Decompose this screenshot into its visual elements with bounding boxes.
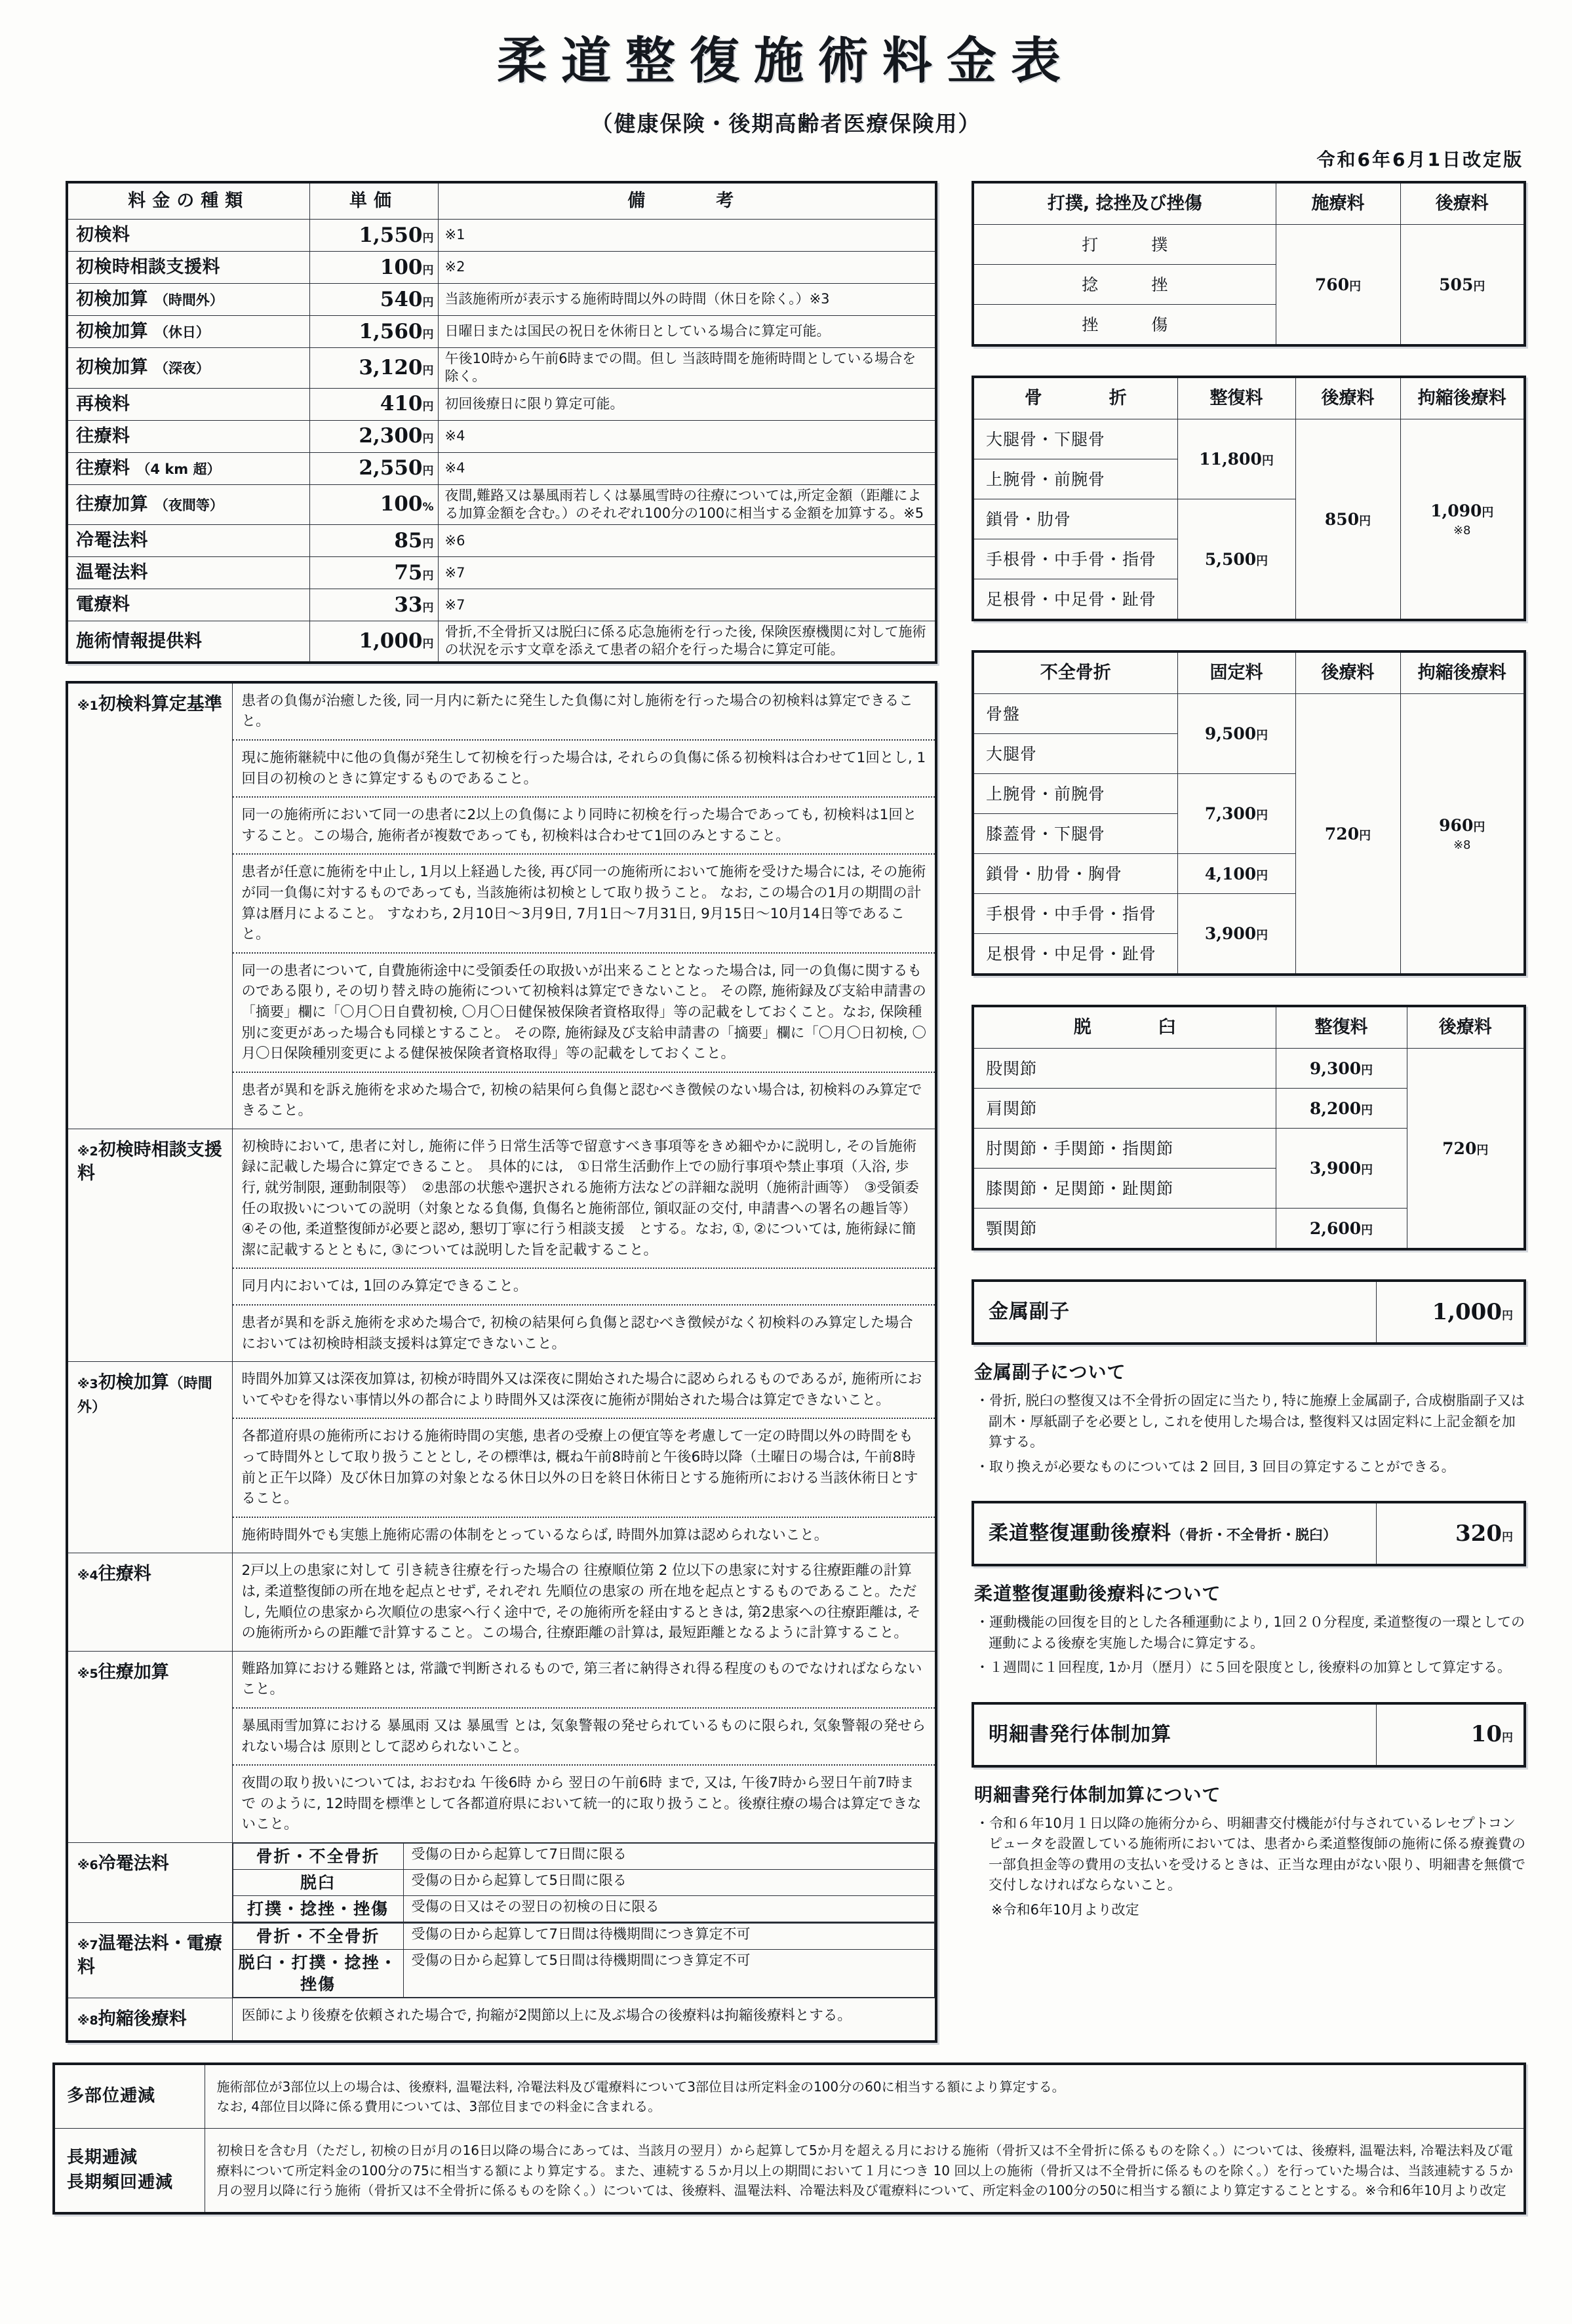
note-8-body: 医師により後療を依頼された場合で, 拘縮が2関節以上に及ぶ場合の後療料は拘縮後療料とする。 xyxy=(232,1998,936,2041)
injury-label: 骨折・不全骨折 xyxy=(233,1923,403,1949)
statement-issuance-box xyxy=(972,1702,1526,1768)
aftercare-fee: 720円 xyxy=(1295,694,1400,975)
note-7-group xyxy=(67,1922,936,1998)
note-paragraph: 各都道府県の施術所における施術時間の実態, 患者の受療上の便宜等を考慮して一定の時間以外の時間をもって時間外として取り扱うこととし, その標準は, 概ね午前8時前と午後6時以降（土曜日の場合は, 午前8時前と正午以降）及び休日加算の対象となる休日以外の日を終日休術日とする施術所における当該休術日とすること。 xyxy=(233,1418,935,1516)
strain-row-label: 挫 傷 xyxy=(973,305,1276,346)
body-part: 股関節 xyxy=(973,1049,1276,1089)
bruise-treatment-fee: 760円 xyxy=(1276,225,1400,346)
note-key: ※1初検料算定基準 xyxy=(67,682,232,1129)
fee-note: 夜間,難路又は暴風雨若しくは暴風雪時の往療については,所定金額（距離による加算金額を含む。）のそれぞれ100分の100に相当する金額を加算する。※5 xyxy=(438,484,936,525)
bullet-item: ・ 骨折, 脱臼の整復又は不全骨折の固定に当たり, 特に施療上金属副子, 合成樹脂副子又は副木・厚紙副子を必要とし, これを使用した場合は, 整復料又は固定料に上記金額を加算する。 xyxy=(975,1391,1526,1453)
cold-compress-subtable xyxy=(233,1843,935,1922)
header-contracture-fee: 拘縮後療料 xyxy=(1400,651,1525,694)
body-part: 肩関節 xyxy=(973,1089,1276,1129)
table-row xyxy=(973,1703,1525,1766)
table-row xyxy=(973,1502,1525,1565)
fee-price: 1,000円 xyxy=(309,621,438,663)
reduction-text: 初検日を含む月（ただし, 初検の日が月の16日以降の場合にあっては、当該月の翌月）から起算して5か月を超える月における施術（骨折又は不全骨折に係るものを除く。）については、後療料, 温罨法料, 冷罨法料及び電療料について所定料金の100分の75に相当する額により算定する。また、連続する５か月以上の期間において１月につき 10 回以上の施術（骨折又は不全骨折に係るものを除く。）を行っていた場合は、当該連続する５か月の翌月以降に行う施術（骨折又は不全骨折に係るものを除く。）については、後療料、温罨法料、冷罨法料及び電療料について、所定料金の100分の50に相当する額により算定することとする。※令和6年10月より改定 xyxy=(205,2129,1525,2214)
header-aftercare-fee: 後療料 xyxy=(1295,651,1400,694)
fee-kind: 往療加算 （夜間等） xyxy=(67,484,309,525)
note-paragraph: 夜間の取り扱いについては, おおむね 午後6時 から 翌日の午前6時 まで, 又は, 午後7時から翌日午前7時まで のように, 12時間を標準として各都道府県において統一的に取り扱うこと。後療往療の場合は算定できないこと。 xyxy=(233,1764,935,1842)
fee-note: ※7 xyxy=(438,557,936,589)
note-body xyxy=(232,1362,936,1553)
group-fee: 9,500円 xyxy=(1177,694,1295,774)
table-header-row xyxy=(973,651,1525,694)
fee-kind: 初検料 xyxy=(67,220,309,252)
revision-date: 令和6年6月1日改定版 xyxy=(1316,149,1523,170)
table-row xyxy=(67,348,936,389)
header-aftercare-fee: 後療料 xyxy=(1400,182,1525,225)
header-aftercare-fee: 後療料 xyxy=(1407,1006,1525,1049)
table-row xyxy=(67,452,936,484)
header-kind: 料金の種類 xyxy=(67,182,309,220)
table-row xyxy=(233,1923,935,1949)
note-row xyxy=(67,1842,936,1922)
table-row xyxy=(54,2129,1525,2214)
note-body xyxy=(232,1651,936,1842)
note-key: ※4往療料 xyxy=(67,1553,232,1651)
injury-label: 脱臼 xyxy=(233,1869,403,1895)
note-paragraph: 暴風雨雪加算における 暴風雨 又は 暴風雪 とは, 気象警報の発せられているものに限られ, 気象警報の発せられない場合は 原則として認められないこと。 xyxy=(233,1707,935,1764)
body-part: 膝蓋骨・下腿骨 xyxy=(973,814,1177,854)
table-header-row xyxy=(973,1006,1525,1049)
body-part: 大腿骨 xyxy=(973,734,1177,774)
fee-price: 75円 xyxy=(309,557,438,589)
group-fee: 7,300円 xyxy=(1177,774,1295,854)
group-fee: 4,100円 xyxy=(1177,854,1295,894)
note-paragraph: 現に施術継続中に他の負傷が発生して初検を行った場合は, それらの負傷に係る初検料は合わせて1回とし, 1回目の初検のときに算定するものであること。 xyxy=(233,739,935,796)
fee-kind: 往療料 （4 km 超） xyxy=(67,452,309,484)
reduction-key: 多部位逓減 xyxy=(54,2064,205,2129)
fee-price: 2,550円 xyxy=(309,452,438,484)
fee-note: ※4 xyxy=(438,452,936,484)
note-paragraph: 時間外加算又は深夜加算は, 初検が時間外又は深夜に開始された場合に認められるものであるが, 施術所においてやむを得ない事情以外の都合により時間外又は深夜に施術が開始された場合は算定できないこと。 xyxy=(241,1371,922,1408)
group-fee: 9,300円 xyxy=(1276,1049,1407,1089)
group-fee: 8,200円 xyxy=(1276,1089,1407,1129)
table-row xyxy=(67,252,936,284)
note-body xyxy=(232,1129,936,1361)
metal-splint-section-title: 金属副子について xyxy=(974,1361,1126,1383)
notes-table xyxy=(66,681,937,2043)
fee-price: 540円 xyxy=(309,284,438,316)
group-fee: 3,900円 xyxy=(1276,1129,1407,1209)
header-treatment-fee: 施療料 xyxy=(1276,182,1400,225)
table-row xyxy=(233,1843,935,1869)
aftercare-fee: 850円 xyxy=(1295,419,1400,621)
fee-price: 33円 xyxy=(309,589,438,621)
contracture-fee: 1,090円 ※8 xyxy=(1400,419,1525,621)
note-paragraph: 施術時間外でも実態上施術応需の体制をとっているならば, 時間外加算は認められないこと。 xyxy=(233,1517,935,1553)
sprain-row-label: 捻 挫 xyxy=(973,265,1276,305)
header-fracture-category: 骨 折 xyxy=(973,377,1177,419)
incomplete-fracture-table xyxy=(972,650,1526,976)
note-body xyxy=(232,1553,936,1651)
injury-condition: 受傷の日又はその翌日の初検の日に限る xyxy=(403,1895,935,1922)
body-part: 鎖骨・肋骨 xyxy=(973,499,1177,539)
body-part: 膝関節・足関節・趾関節 xyxy=(973,1169,1276,1209)
table-row xyxy=(67,621,936,663)
bullet-item: ・ 令和６年10月１日以降の施術分から、明細書交付機能が付与されているレセプトコンピュータを設置している施術所においては、患者から柔道整復師の施術に係る療養費の一部負担金等の費用の支払いを受けるときは、正当な理由がない限り、明細書を無償で交付しなければならないこと。 xyxy=(975,1813,1526,1896)
bruise-aftercare-fee: 505円 xyxy=(1400,225,1525,346)
reduction-text: 施術部位が3部位以上の場合は、後療料, 温罨法料, 冷罨法料及び電療料について3部位目は所定料金の100分の60に相当する額により算定する。 なお, 4部位目以降に係る費用については、3部位目までの料金に含まれる。 xyxy=(205,2064,1525,2129)
metal-splint-box xyxy=(972,1279,1526,1345)
metal-splint-price: 1,000円 xyxy=(1377,1281,1525,1344)
body-part: 上腕骨・前腕骨 xyxy=(973,459,1177,499)
note-key-7: ※7温罨法料・電療料 xyxy=(67,1922,232,1998)
note-paragraph: 患者が異和を訴え施術を求めた場合で, 初検の結果何ら負傷と認むべき徴候のない場合は, 初検料のみ算定できること。 xyxy=(233,1072,935,1129)
table-row xyxy=(67,557,936,589)
note-paragraph: 患者が異和を訴え施術を求めた場合で, 初検の結果何ら負傷と認むべき徴候がなく初検料のみ算定した場合においては初検時相談支援料は算定できないこと。 xyxy=(233,1304,935,1361)
fee-note: ※2 xyxy=(438,252,936,284)
note-paragraph: 初検時において, 患者に対し, 施術に伴う日常生活等で留意すべき事項等をきめ細やかに説明し, その旨施術録に記載した場合に算定できること。 具体的には, ①日常生活動作上での励行事項や禁止事項（入浴, 歩行, 就労制限, 運動制限等） ②患部の状態や選択される施術方法などの詳細な説明（施術計画等） ③受領委任の取扱いについての説明（対象となる負傷, 負傷名と施術部位, 領収証の交付, 申請書への署名の趣旨等） ④その他, 柔道整復師が必要と認め, 懇切丁寧に行う相談支援 とする。なお, ①, ②については, 施術録に簡潔に記載するとともに, ③については説明した旨を記載すること。 xyxy=(241,1138,924,1258)
statement-section-title: 明細書発行体制加算について xyxy=(974,1783,1221,1806)
header-reduction-fee: 整復料 xyxy=(1177,377,1295,419)
injury-label: 打撲・捻挫・挫傷 xyxy=(233,1895,403,1922)
body-part: 肘関節・手関節・指関節 xyxy=(973,1129,1276,1169)
reduction-table xyxy=(52,2063,1526,2215)
fee-type-table xyxy=(66,181,937,664)
contracture-fee: 960円 ※8 xyxy=(1400,694,1525,975)
fee-price: 3,120円 xyxy=(309,348,438,389)
note-6-body xyxy=(232,1842,936,1922)
fee-note: ※1 xyxy=(438,220,936,252)
fee-note: 骨折,不全骨折又は脱臼に係る応急施術を行った後, 保険医療機関に対して施術の状況を示す文章を添えて患者の紹介を行った場合に算定可能。 xyxy=(438,621,936,663)
table-row xyxy=(67,220,936,252)
injury-label: 骨折・不全骨折 xyxy=(233,1843,403,1869)
footnote: ※令和6年10月より改定 xyxy=(991,1901,1139,1918)
note-key-8: ※8拘縮後療料 xyxy=(67,1998,232,2041)
body-part: 足根骨・中足骨・趾骨 xyxy=(973,579,1177,621)
group-fee: 3,900円 xyxy=(1177,894,1295,975)
hot-compress-subtable xyxy=(233,1923,935,1998)
fee-price: 100円 xyxy=(309,252,438,284)
note-6-group xyxy=(67,1842,936,1922)
reduction-key: 長期逓減 長期頻回逓減 xyxy=(54,2129,205,2214)
fee-kind: 再検料 xyxy=(67,388,309,420)
note-row xyxy=(67,1553,936,1651)
table-row xyxy=(67,589,936,621)
header-bruise-category: 打撲, 捻挫及び挫傷 xyxy=(973,182,1276,225)
note-key-6: ※6冷罨法料 xyxy=(67,1842,232,1922)
exercise-section-title: 柔道整復運動後療料について xyxy=(974,1583,1221,1604)
right-column xyxy=(972,181,1526,1944)
fee-kind: 初検加算 （休日） xyxy=(67,316,309,348)
statement-issuance-label: 明細書発行体制加算 xyxy=(973,1703,1377,1766)
dislocation-table xyxy=(972,1005,1526,1250)
note-paragraph: 患者が任意に施術を中止し, 1月以上経過した後, 再び同一の施術所において施術を受けた場合には, その施術が同一負傷に対するものであっても, 当該施術は初検として取り扱うこと。 なお, この場合の1月の期間の計算は暦月によること。 すなわち, 2月10日～3月9日, 7月1日～7月31日, 9月15日～10月14日等であること。 xyxy=(233,853,935,952)
fee-note: ※6 xyxy=(438,525,936,557)
fracture-table xyxy=(972,376,1526,621)
note-key: ※5往療加算 xyxy=(67,1651,232,1842)
body-part: 鎖骨・肋骨・胸骨 xyxy=(973,854,1177,894)
table-row xyxy=(973,1281,1525,1344)
note-row xyxy=(67,1651,936,1842)
bullet-item: ・ 運動機能の回復を目的とした各種運動により, 1回２０分程度, 柔道整復の一環としての運動による後療を実施した場合に算定する。 xyxy=(975,1612,1526,1654)
header-note: 備 考 xyxy=(438,182,936,220)
fee-note: ※4 xyxy=(438,420,936,452)
exercise-bullets xyxy=(975,1612,1526,1678)
content-columns xyxy=(0,172,1572,2043)
body-part: 骨盤 xyxy=(973,694,1177,734)
bullet-item: ・ 取り換えが必要なものについては 2 回目, 3 回目の算定することができる。 xyxy=(975,1457,1526,1478)
header-dislocation-category: 脱 臼 xyxy=(973,1006,1276,1049)
table-row xyxy=(973,225,1525,265)
table-header-row xyxy=(67,182,936,220)
fee-note: 当該施術所が表示する施術時間以外の時間（休日を除く。）※3 xyxy=(438,284,936,316)
fee-note: 日曜日または国民の祝日を休術日としている場合に算定可能。 xyxy=(438,316,936,348)
note-row xyxy=(67,1129,936,1361)
statement-issuance-price: 10円 xyxy=(1377,1703,1525,1766)
note-paragraph: 同一の患者について, 自費施術途中に受領委任の取扱いが出来ることとなった場合は, 同一の負傷に関するものである限り, その切り替え時の施術について初検料は算定できないこと。 その際, 施術録及び支給申請書の「摘要」欄に「〇月〇日自費初検, 〇月〇日健保被保険者資格取得」等の記載をしておくこと。なお, 保険種別に変更があった場合も同様とすること。 その際, 施術録及び支給申請書の「摘要」欄に「〇月〇日初検, 〇月〇日保険種別変更による健保被保険者資格取得」等の記載をしておくこと。 xyxy=(233,952,935,1072)
note-key: ※3初検加算（時間外） xyxy=(67,1362,232,1553)
fee-price: 100% xyxy=(309,484,438,525)
table-row xyxy=(67,484,936,525)
fee-note: ※7 xyxy=(438,589,936,621)
injury-condition: 受傷の日から起算して5日間に限る xyxy=(403,1869,935,1895)
note-paragraph: 同一の施術所において同一の患者に2以上の負傷により同時に初検を行った場合であっても, 初検料は1回とすること。この場合, 施術者が複数であっても, 初検料は合わせて1回のみとすること。 xyxy=(233,796,935,853)
injury-condition: 受傷の日から起算して5日間は待機期間につき算定不可 xyxy=(403,1949,935,1997)
bottom-section xyxy=(0,2043,1572,2215)
table-row xyxy=(233,1895,935,1922)
table-row xyxy=(67,316,936,348)
table-row xyxy=(973,419,1525,459)
table-row xyxy=(67,284,936,316)
header-reduction-fee: 整復料 xyxy=(1276,1006,1407,1049)
body-part: 上腕骨・前腕骨 xyxy=(973,774,1177,814)
page-title: 柔道整復施術料金表 xyxy=(497,31,1075,90)
page-subtitle: （健康保険・後期高齢者医療保険用） xyxy=(591,111,981,136)
note-paragraph: 2戸以上の患家に対して 引き続き往療を行った場合の 往療順位第 2 位以下の患家に対する往療距離の計算は, 柔道整復師の所在地を起点とせず, それぞれ 先順位の患家の 所在地を起点とするものであること。ただし, 先順位の患家から次順位の患家へ行く途中で, その施術所を経由するときは, 第2患家への往療距離は, その施術所からの距離で計算すること。この場合, 往療距離の計算は, 最短距離となるように計算すること。 xyxy=(241,1562,921,1642)
note-body xyxy=(232,682,936,1129)
exercise-aftercare-label: 柔道整復運動後療料（骨折・不全骨折・脱臼） xyxy=(973,1502,1377,1565)
injury-label: 脱臼・打撲・捻挫・挫傷 xyxy=(233,1949,403,1997)
header-aftercare-fee: 後療料 xyxy=(1295,377,1400,419)
aftercare-fee: 720円 xyxy=(1407,1049,1525,1250)
note-row xyxy=(67,682,936,1129)
table-row xyxy=(233,1869,935,1895)
fee-price: 2,300円 xyxy=(309,420,438,452)
note-paragraph: 患者の負傷が治癒した後, 同一月内に新たに発生した負傷に対し施術を行った場合の初検料は算定できること。 xyxy=(241,692,913,730)
injury-condition: 受傷の日から起算して7日間に限る xyxy=(403,1843,935,1869)
injury-condition: 受傷の日から起算して7日間は待機期間につき算定不可 xyxy=(403,1923,935,1949)
exercise-aftercare-price: 320円 xyxy=(1377,1502,1525,1565)
fee-kind: 初検加算 （時間外） xyxy=(67,284,309,316)
body-part: 足根骨・中足骨・趾骨 xyxy=(973,934,1177,975)
note-row xyxy=(67,1362,936,1553)
statement-bullets xyxy=(975,1813,1526,1921)
fee-kind: 初検時相談支援料 xyxy=(67,252,309,284)
note-key: ※2初検時相談支援料 xyxy=(67,1129,232,1361)
table-row xyxy=(67,420,936,452)
bullet-item: ・ １週間に１回程度, 1か月（歴月）に５回を限度とし, 後療料の加算として算定する。 xyxy=(975,1657,1526,1678)
left-column xyxy=(66,181,937,2043)
group-fee: 5,500円 xyxy=(1177,499,1295,621)
bruise-sprain-table xyxy=(972,181,1526,347)
fee-kind: 冷罨法料 xyxy=(67,525,309,557)
body-part: 手根骨・中手骨・指骨 xyxy=(973,539,1177,579)
table-row xyxy=(973,694,1525,734)
note-8-group xyxy=(67,1998,936,2041)
group-fee: 2,600円 xyxy=(1276,1209,1407,1250)
note-paragraph: 同月内においては, 1回のみ算定できること。 xyxy=(233,1268,935,1304)
bruise-row-label: 打 撲 xyxy=(973,225,1276,265)
body-part: 顎関節 xyxy=(973,1209,1276,1250)
fee-kind: 電療料 xyxy=(67,589,309,621)
table-row xyxy=(54,2064,1525,2129)
body-part: 大腿骨・下腿骨 xyxy=(973,419,1177,459)
table-header-row xyxy=(973,182,1525,225)
header-unit-price: 単価 xyxy=(309,182,438,220)
fee-kind: 初検加算 （深夜） xyxy=(67,348,309,389)
fee-note: 初回後療日に限り算定可能。 xyxy=(438,388,936,420)
note-row xyxy=(67,1922,936,1998)
header-contracture-fee: 拘縮後療料 xyxy=(1400,377,1525,419)
note-paragraph: 難路加算における難路とは, 常識で判断されるもので, 第三者に納得され得る程度のものでなければならないこと。 xyxy=(241,1660,922,1698)
fee-note: 午後10時から午前6時までの間。但し 当該時間を施術時間としている場合を除く。 xyxy=(438,348,936,389)
metal-splint-bullets xyxy=(975,1391,1526,1477)
fee-kind: 往療料 xyxy=(67,420,309,452)
table-row xyxy=(67,525,936,557)
fee-price: 1,550円 xyxy=(309,220,438,252)
fee-price: 410円 xyxy=(309,388,438,420)
note-7-body xyxy=(232,1922,936,1998)
fee-kind: 温罨法料 xyxy=(67,557,309,589)
header-fixation-fee: 固定料 xyxy=(1177,651,1295,694)
table-row xyxy=(67,388,936,420)
exercise-aftercare-box xyxy=(972,1501,1526,1566)
note-row xyxy=(67,1998,936,2041)
fee-price: 1,560円 xyxy=(309,316,438,348)
metal-splint-label: 金属副子 xyxy=(973,1281,1377,1344)
table-row xyxy=(973,1049,1525,1089)
body-part: 手根骨・中手骨・指骨 xyxy=(973,894,1177,934)
table-row xyxy=(233,1949,935,1997)
header-incomplete-category: 不全骨折 xyxy=(973,651,1177,694)
fee-price: 85円 xyxy=(309,525,438,557)
fee-kind: 施術情報提供料 xyxy=(67,621,309,663)
table-header-row xyxy=(973,377,1525,419)
group-fee: 11,800円 xyxy=(1177,419,1295,499)
